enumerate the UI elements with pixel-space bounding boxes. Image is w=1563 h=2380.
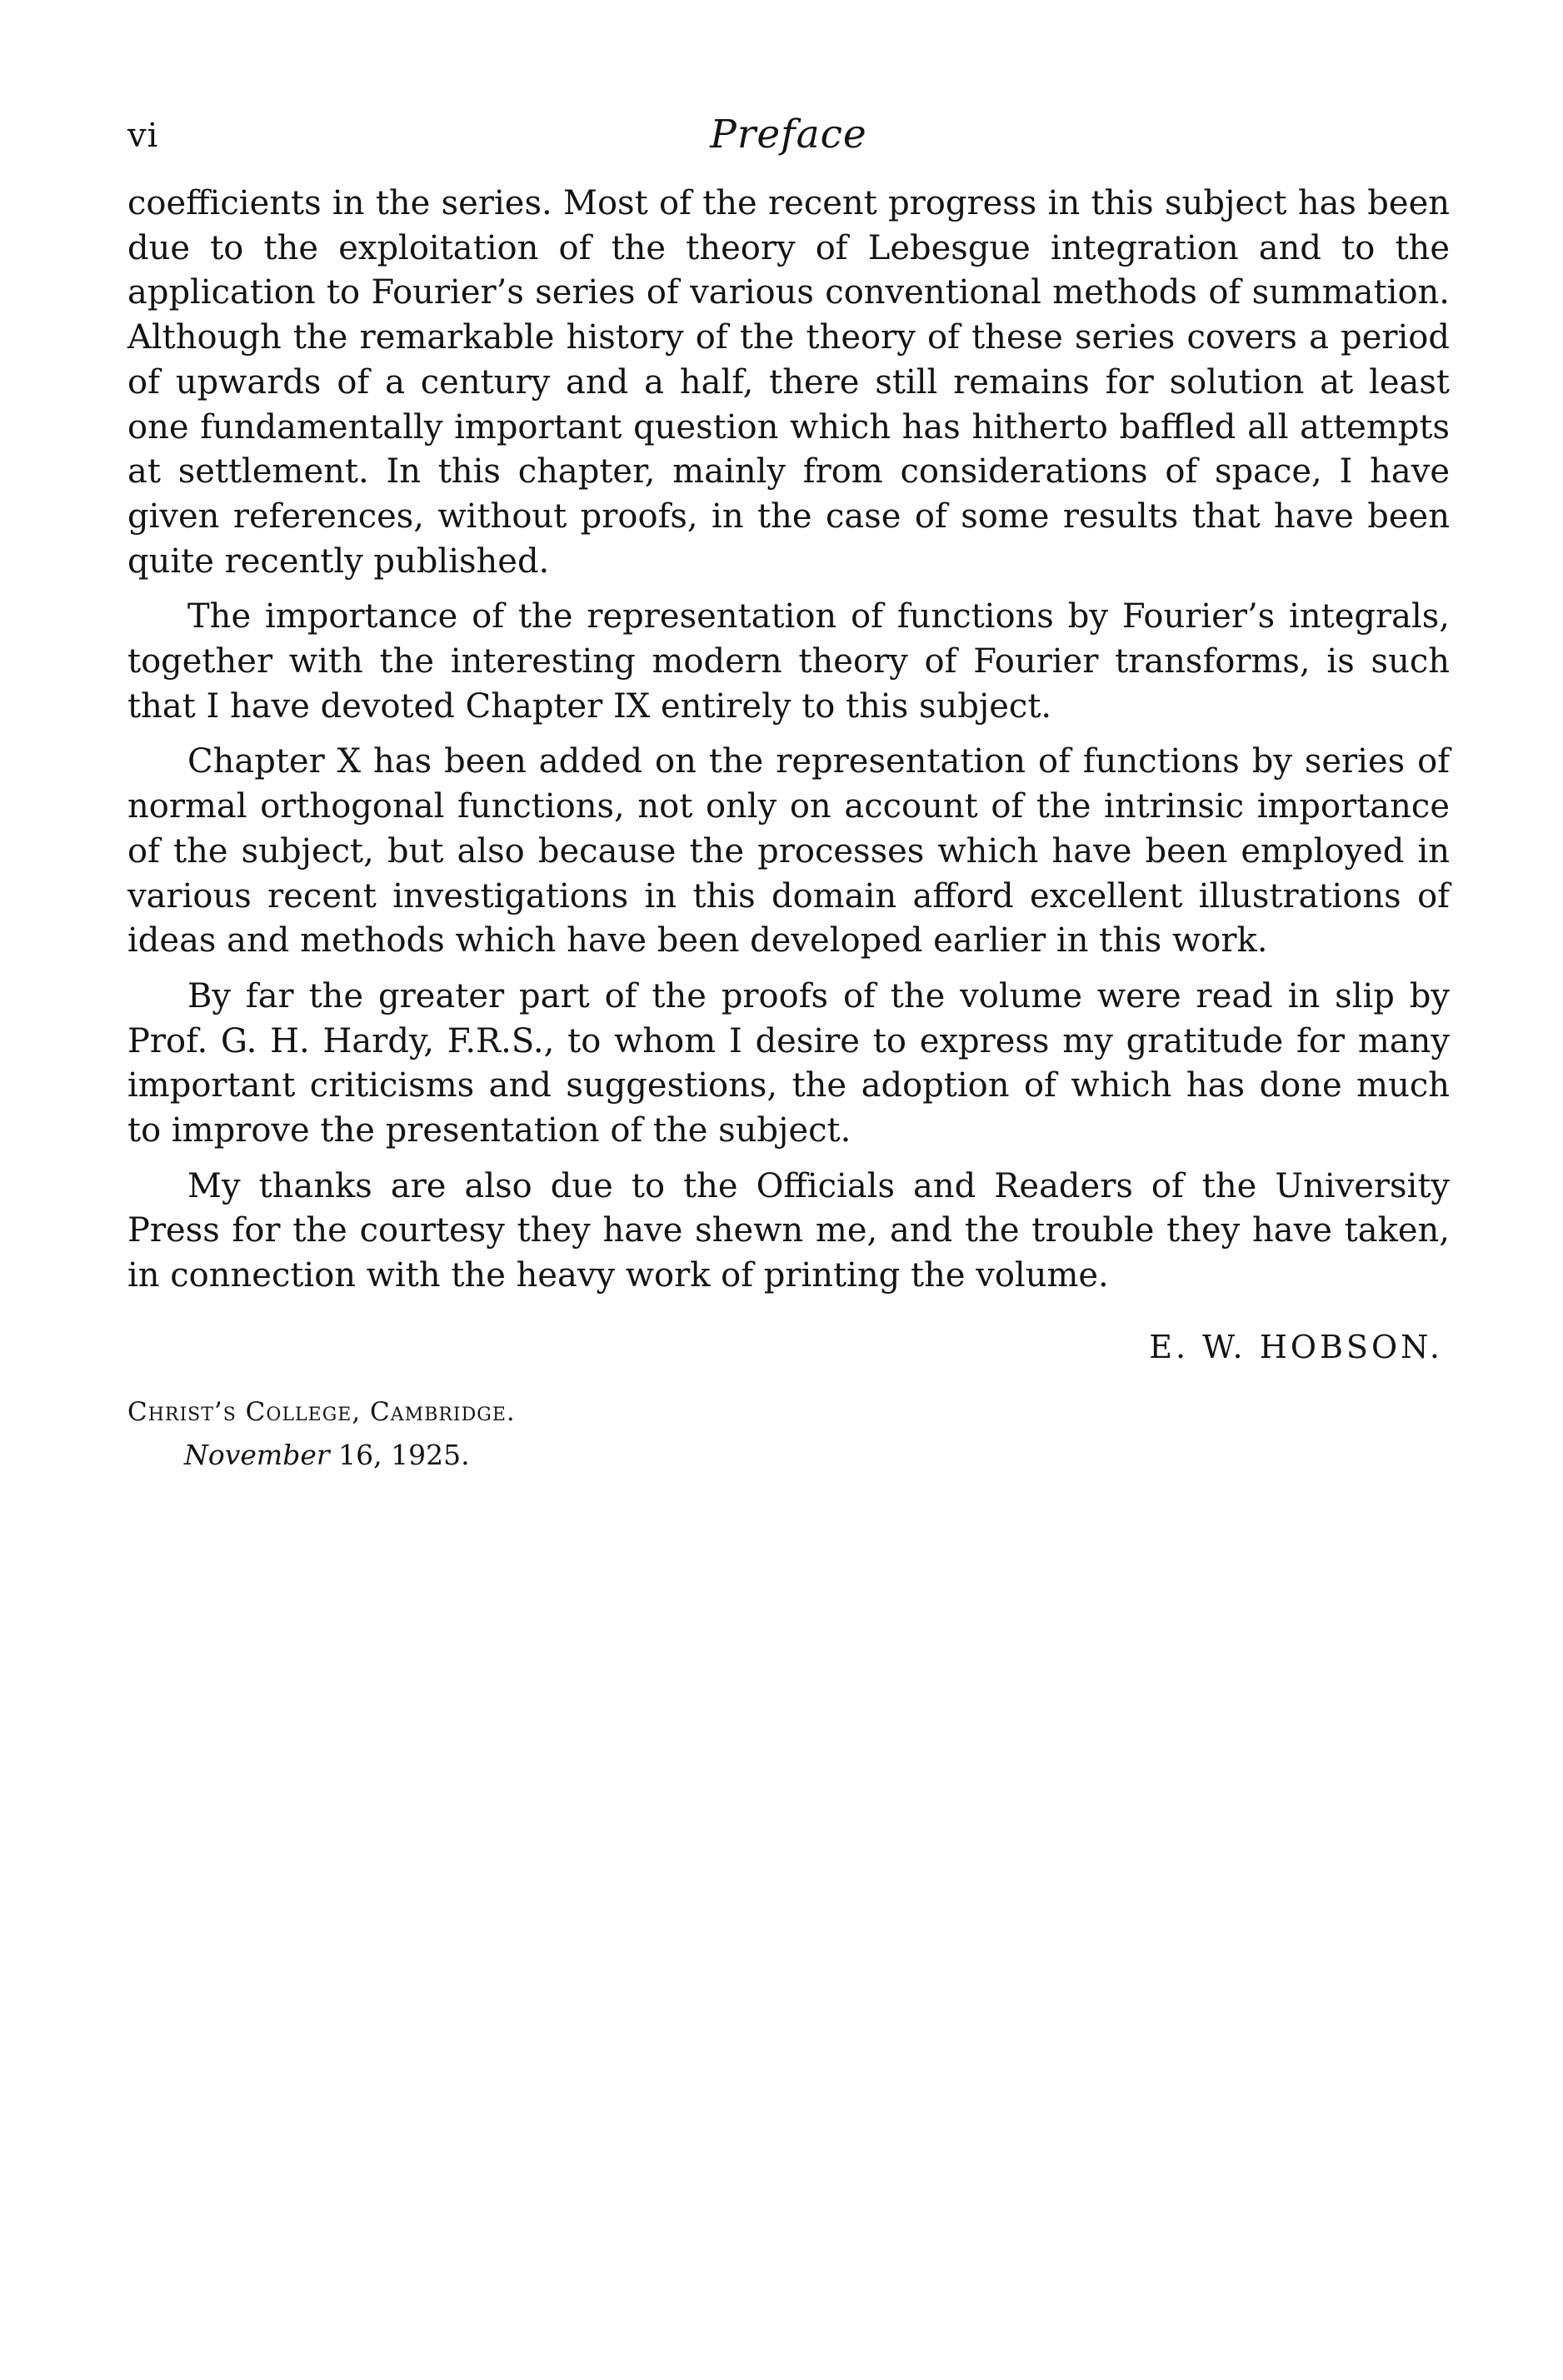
paragraph-continued: coefficients in the series. Most of the recent progress in this subject has been due to the exploitation of the theory of Lebesgue integration and to the application to Fourier’s series of various conventional methods of summation. Although the remarkable history of the theory of these series covers a period of upwards of a century and a half, there still remains for solution at least one fundamentally important question which has hitherto baffled all attempts at settlement. In this chapter, mainly from considerations of space, I have given references, without proofs, in the case of some results that have been quite recently published.	[127, 184, 1450, 581]
date-day-year: 16, 1925.	[329, 1438, 470, 1471]
date-month: November	[184, 1438, 330, 1471]
signature-block	[127, 1315, 1450, 1499]
paragraph-acknowledgement-hardy: By far the greater part of the proofs of the volume were read in slip by Prof. G. H. Hardy, F.R.S., to whom I desire to express my gratitude for many important criticisms and suggestions, the adoption of which has done much to improve the presentation of the subject.	[127, 976, 1450, 1150]
paragraph-chapter-x: Chapter X has been added on the representation of functions by series of normal orthogonal functions, not only on account of the intrinsic importance of the subject, but also because the processes which have been employed in various recent investigations in this domain afford excellent illustrations of ideas and methods which have been developed earlier in this work.	[127, 742, 1450, 960]
running-title: Preface	[710, 112, 867, 157]
paragraph-acknowledgement-press: My thanks are also due to the Officials and Readers of the University Press for the courtesy they have shewn me, and the trouble they have taken, in connection with the heavy work of printing the volume.	[127, 1166, 1450, 1295]
book-page	[127, 107, 1450, 1499]
date-line	[184, 1439, 470, 1471]
author-signature: E. W. HOBSON.	[1149, 1328, 1443, 1365]
running-head	[127, 107, 1450, 173]
page-number: vi	[127, 117, 159, 155]
preface-body	[127, 182, 1450, 1299]
paragraph-fourier-integrals: The importance of the representation of functions by Fourier’s integrals, together with the interesting modern theory of Fourier transforms, is such that I have devoted Chapter IX entirely to this subject.	[127, 597, 1450, 726]
place-line: Christ’s College, Cambridge.	[127, 1396, 516, 1427]
